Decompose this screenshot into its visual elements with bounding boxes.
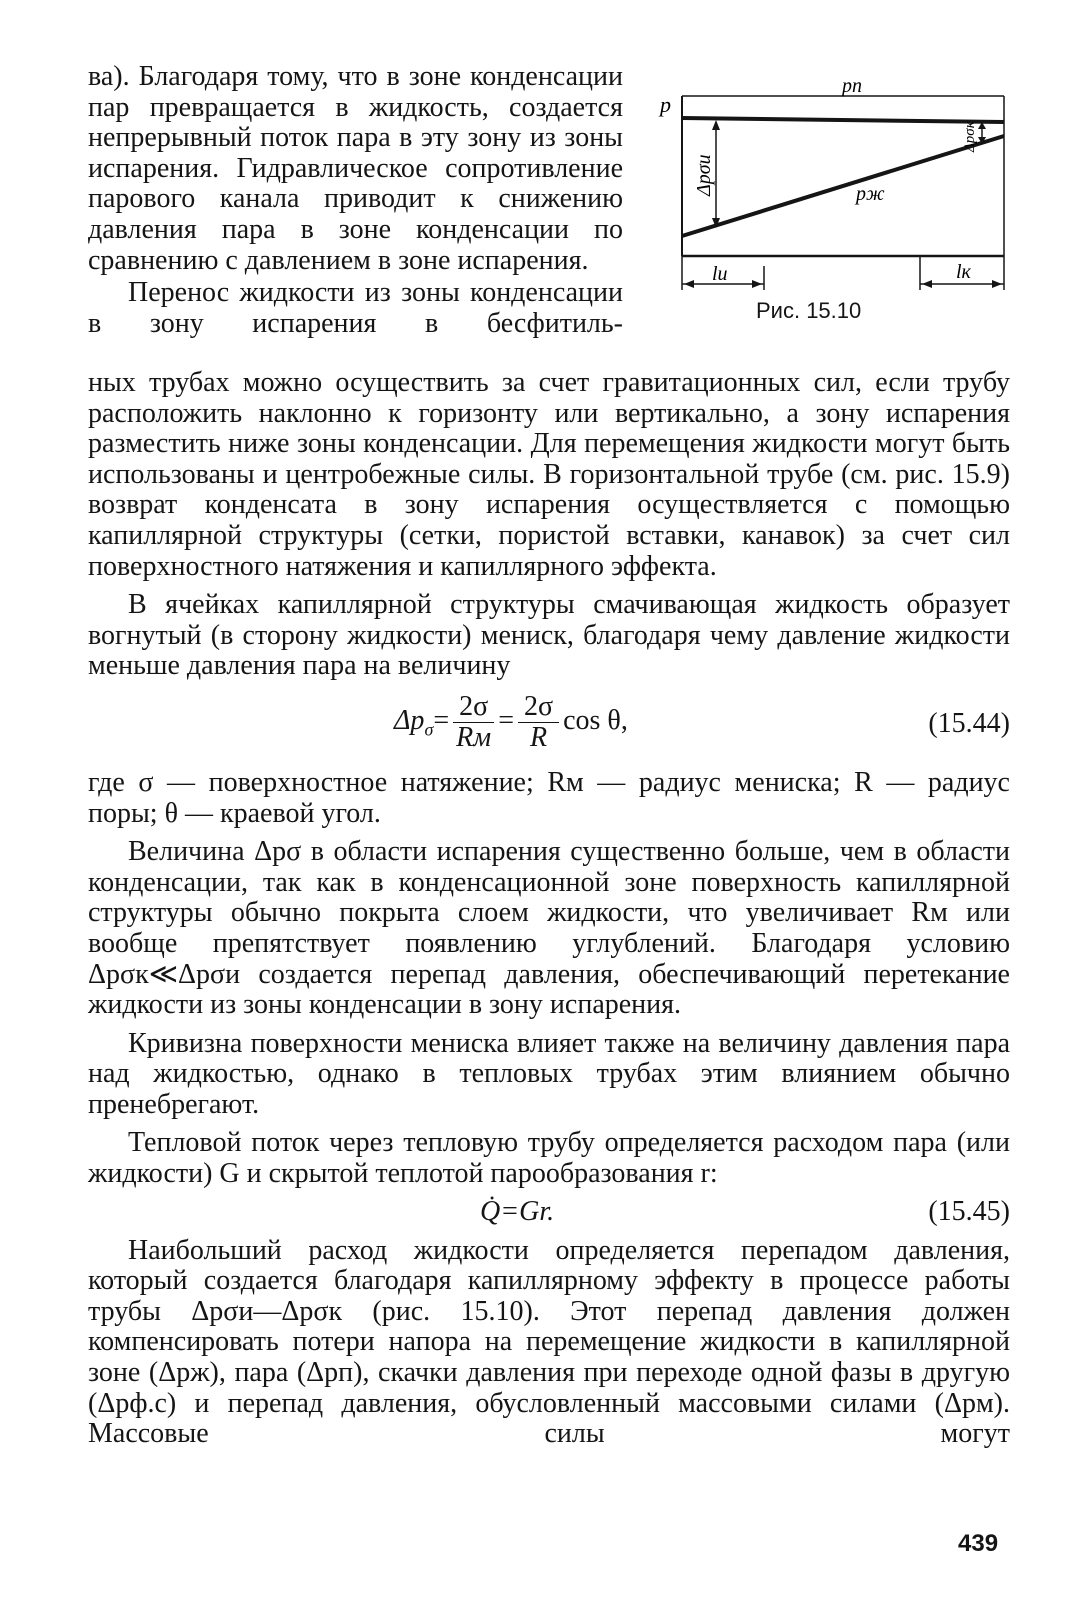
page-number: 439	[958, 1530, 999, 1557]
eq-tail: cos θ,	[563, 704, 628, 736]
arrowhead	[752, 280, 762, 288]
eq-lhs-sub: σ	[424, 719, 434, 740]
arrowhead	[992, 280, 1002, 288]
vapor-pressure-line	[682, 118, 1004, 122]
paragraph-intro: ва). Благодаря тому, что в зоне конденсации пар превращается в жидкость, создается непрерывный поток пара в эту зону из зоны испарения. Гидравлическое сопротивление парового канала приводит к снижению давления пара в зоне конденсации по сравнению с давлением в зоне испарения.	[88, 61, 623, 276]
arrowhead	[922, 280, 932, 288]
label-p-vapor: pп	[842, 75, 862, 97]
paragraph-heat-flow: Тепловой поток через тепловую трубу определяется расходом пара (или жидкости) G и скрытой теплотой парообразования r:	[88, 1127, 1010, 1190]
label-p-liquid: pж	[856, 183, 885, 205]
arrowhead	[712, 120, 720, 130]
eq-equals-2: =	[498, 704, 515, 736]
eq-equals: =	[433, 704, 450, 736]
fraction-1	[453, 692, 494, 753]
eq-lhs: Δp	[394, 704, 425, 736]
label-l-evap: lи	[712, 263, 728, 285]
paragraph-curvature: Кривизна поверхности мениска влияет также на величину давления пара над жидкостью, однако в тепловых трубах этим влиянием обычно пренебрегают.	[88, 1027, 1010, 1120]
top-section	[88, 62, 1010, 368]
equation-15-44	[88, 682, 1010, 768]
label-l-cond: lк	[956, 261, 971, 283]
label-dp-cond: Δpσк	[962, 121, 978, 152]
fraction-1-denominator: Rм	[456, 721, 492, 753]
equation-number: (15.44)	[928, 707, 1010, 739]
label-p: p	[660, 92, 671, 117]
paragraph-transfer-rest: ных трубах можно осуществить за счет гравитационных сил, если трубу расположить наклонно к горизонту или вертикально, а зону испарения разместить ниже зоны конденсации. Для перемещения жидкости могут быть использованы и центробежные силы. В горизонтальной трубе (см. рис. 15.9) возврат конденсата в зону испарения осуществляется с помощью капиллярной структуры (сетки, пористой вставки, канавок) за счет сил поверхностного натяжения и капиллярного эффекта.	[88, 367, 1010, 582]
fraction-1-numerator: 2σ	[453, 692, 494, 723]
fraction-2-numerator: 2σ	[518, 692, 559, 723]
arrowhead	[684, 280, 694, 288]
figure-caption: Рис. 15.10	[756, 298, 862, 323]
paragraph-evaporation: Величина Δpσ в области испарения существенно больше, чем в области конденсации, так как в конденсационной зоне поверхность капиллярной структуры обычно покрыта слоем жидкости, что увеличивает Rм или вообще препятствует появлению углублений. Благодаря условию Δpσк≪Δpσи создается перепад давления, обеспечивающий перетекание жидкости из зоны конденсации в зону испарения.	[88, 836, 1010, 1021]
equation-number: (15.45)	[928, 1195, 1010, 1227]
equation-body	[394, 692, 628, 753]
paragraph-definitions: где σ — поверхностное натяжение; Rм — радиус мениска; R — радиус поры; θ — краевой угол.	[88, 766, 1010, 829]
paragraph-meniscus: В ячейках капиллярной структуры смачивающая жидкость образует вогнутый (в сторону жидкости) мениск, благодаря чему давление жидкости меньше давления пара на величину	[88, 589, 1010, 682]
top-text-column	[88, 62, 623, 339]
liquid-pressure-line	[682, 136, 1004, 236]
pressure-diagram	[660, 75, 1020, 298]
page-body	[88, 62, 1010, 1450]
label-dp-evap: Δpσи	[693, 154, 715, 196]
equation-body: Q̇=Gr.	[480, 1195, 555, 1227]
fraction-2	[518, 692, 559, 753]
equation-15-45	[88, 1190, 1010, 1236]
paragraph-transfer-start: Перенос жидкости из зоны конденсации в зону испарения в бесфитиль-	[88, 277, 623, 339]
fraction-2-denominator: R	[530, 721, 548, 753]
paragraph-max-flow: Наибольший расход жидкости определяется перепадом давления, который создается благодаря капиллярному эффекту в процессе работы трубы Δpσи—Δpσк (рис. 15.10). Этот перепад давления должен компенсировать потери напора на перемещение жидкости в капиллярной зоне (Δpж), пара (Δpп), скачки давления при переходе одной фазы в другую (Δpф.с) и перепад давления, обусловленный массовыми силами (Δpм). Массовые силы могут	[88, 1234, 1010, 1450]
